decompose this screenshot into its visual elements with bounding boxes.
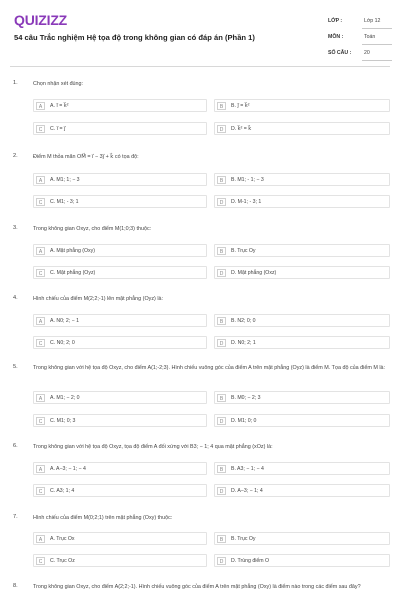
option-text: D. A−3; − 1; 4 [231,488,263,494]
option-letter: C [36,269,45,277]
option-letter: D [217,198,226,206]
option-letter: C [36,339,45,347]
option-text: C. M1; 0; 3 [50,418,76,424]
option-b[interactable] [214,99,390,112]
option-letter: B [217,176,226,184]
question-text: Điểm M thỏa mãn OM⃗ = i⃗ − 3j⃗ + k⃗ có tọa độ: [33,154,139,160]
option-letter: D [217,125,226,133]
option-text: B. M1; - 1; − 3 [231,177,264,183]
option-letter: C [36,125,45,133]
question-text: Trong không gian Oxyz, cho điểm A(2;2;-1). Hình chiếu vuông góc của điểm A trên mặt phẳng (Oxy) là điểm nào trong các điểm sau đây? [33,584,361,590]
worksheet-meta [328,14,388,62]
option-d[interactable] [214,122,390,135]
option-letter: C [36,198,45,206]
meta-underline [362,44,392,45]
option-letter: B [217,247,226,255]
question-text: Hình chiếu của điểm M(0;2;1) trên mặt phẳng (Oxy) thuộc: [33,515,173,521]
worksheet-title: 54 câu Trắc nghiệm Hệ tọa độ trong không gian có đáp án (Phần 1) [14,33,255,42]
option-letter: A [36,102,45,110]
option-text: B. M0; − 2; 3 [231,395,261,401]
option-letter: B [217,317,226,325]
option-b[interactable] [214,314,390,327]
option-a[interactable] [33,244,207,257]
question-text: Trong không gian Oxyz, cho điểm M(1;0;3) thuộc: [33,226,152,232]
option-d[interactable] [214,554,390,567]
option-letter: A [36,394,45,402]
option-b[interactable] [214,173,390,186]
meta-underline [362,28,392,29]
option-text: A. M1; − 2; 0 [50,395,80,401]
header-divider [10,66,390,67]
option-b[interactable] [214,244,390,257]
option-letter: B [217,102,226,110]
option-text: C. i⃗ = j⃗ [50,126,66,132]
option-text: C. Trục Oz [50,558,75,564]
option-letter: C [36,557,45,565]
option-letter: A [36,317,45,325]
meta-row-count [328,46,388,62]
option-a[interactable] [33,314,207,327]
meta-row-grade [328,14,388,30]
option-c[interactable] [33,484,207,497]
question-number: 3. [13,225,18,231]
option-letter: A [36,535,45,543]
question-number: 7. [13,514,18,520]
meta-value: Toán [364,34,376,40]
option-text: C. A3; 1; 4 [50,488,75,494]
option-letter: B [217,465,226,473]
option-letter: D [217,339,226,347]
option-c[interactable] [33,554,207,567]
option-text: D. Mặt phẳng (Oxz) [231,270,277,276]
option-a[interactable] [33,173,207,186]
meta-label: SỐ CÂU : [328,50,352,56]
question-number: 1. [13,80,18,86]
option-a[interactable] [33,99,207,112]
option-text: D. Trùng điểm O [231,558,270,564]
option-text: B. A3; − 1; − 4 [231,466,264,472]
option-letter: D [217,269,226,277]
option-text: C. N0; 2; 0 [50,340,75,346]
option-d[interactable] [214,336,390,349]
option-d[interactable] [214,266,390,279]
question-number: 8. [13,583,18,589]
meta-label: LỚP : [328,18,343,24]
option-letter: B [217,535,226,543]
option-c[interactable] [33,122,207,135]
option-text: A. M1; 1; − 3 [50,177,80,183]
question-number: 6. [13,443,18,449]
meta-label: MÔN : [328,34,344,40]
option-c[interactable] [33,195,207,208]
option-a[interactable] [33,391,207,404]
option-d[interactable] [214,484,390,497]
option-text: A. Mặt phẳng (Oxy) [50,248,95,254]
option-letter: D [217,487,226,495]
option-b[interactable] [214,391,390,404]
option-letter: D [217,417,226,425]
option-c[interactable] [33,336,207,349]
option-text: D. M1; 0; 0 [231,418,257,424]
meta-value: 20 [364,50,370,56]
option-letter: A [36,247,45,255]
option-text: C. M1; - 3; 1 [50,199,79,205]
option-a[interactable] [33,532,207,545]
option-text: B. j⃗ = k⃗² [231,103,250,109]
option-text: B. N2; 0; 0 [231,318,256,324]
option-text: A. i⃗ = k⃗² [50,103,69,109]
meta-value: Lớp 12 [364,18,381,24]
meta-underline [362,60,392,61]
option-a[interactable] [33,462,207,475]
option-letter: C [36,417,45,425]
option-letter: A [36,176,45,184]
worksheet-header [0,0,400,70]
option-d[interactable] [214,414,390,427]
option-text: C. Mặt phẳng (Oyz) [50,270,96,276]
option-text: D. k⃗² = k⃗ [231,126,252,132]
option-letter: C [36,487,45,495]
option-b[interactable] [214,532,390,545]
option-letter: D [217,557,226,565]
option-letter: B [217,394,226,402]
option-text: B. Trục Oy [231,536,256,542]
option-text: A. A−3; − 1; − 4 [50,466,86,472]
option-c[interactable] [33,266,207,279]
question-text: Hình chiếu của điểm M(2;2;-1) lên mặt phẳng (Oyz) là: [33,296,164,302]
option-letter: A [36,465,45,473]
option-text: D. N0; 2; 1 [231,340,256,346]
option-c[interactable] [33,414,207,427]
question-text: Trong không gian với hệ tọa độ Oxyz, cho điểm A(1;-2;3). Hình chiếu vuông góc của điểm A trên mặt phẳng (Oyz) là điểm M. Tọa độ của điểm M là: [33,365,386,371]
option-d[interactable] [214,195,390,208]
meta-row-subject [328,30,388,46]
question-number: 4. [13,295,18,301]
question-text: Chọn nhận xét đúng: [33,81,84,87]
quizizz-logo: QUIZIZZ [14,12,68,28]
question-number: 2. [13,153,18,159]
option-text: D. M-1; - 3; 1 [231,199,262,205]
option-text: A. N0; 2; − 1 [50,318,79,324]
option-text: B. Trục Oy [231,248,256,254]
question-number: 5. [13,364,18,370]
question-text: Trong không gian với hệ tọa độ Oxyz, tọa độ điểm A đối xứng với B3; − 1; 4 qua mặt phẳng (xOz) là: [33,444,273,450]
option-b[interactable] [214,462,390,475]
option-text: A. Trục Ox [50,536,75,542]
